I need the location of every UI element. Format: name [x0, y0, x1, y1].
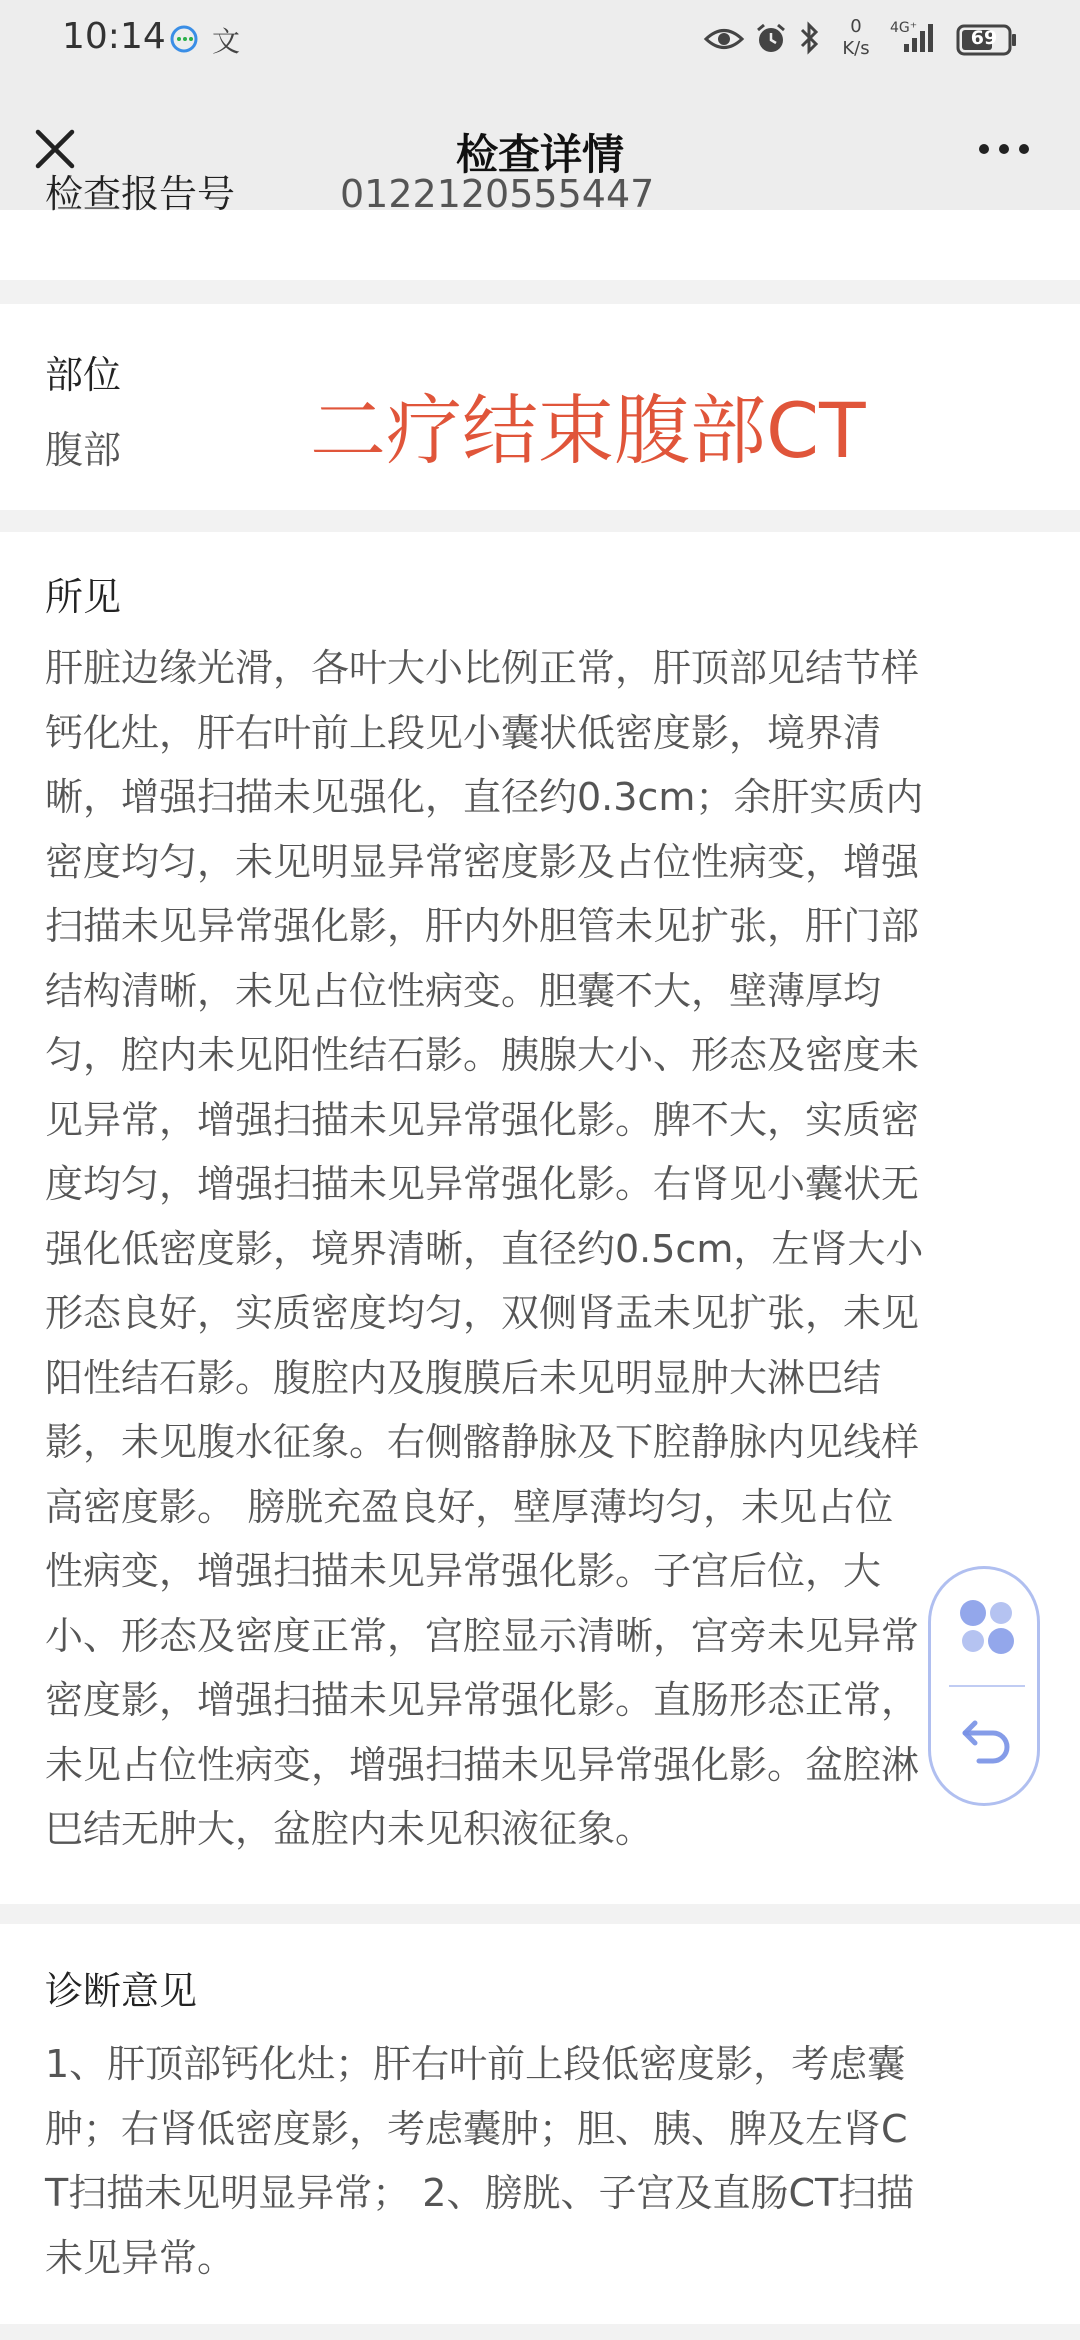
findings-line: 扫描未见异常强化影，肝内外胆管未见扩张，肝门部 [45, 904, 920, 948]
more-options-icon[interactable] [976, 140, 1032, 158]
findings-line: 性病变，增强扫描未见异常强化影。子宫后位，大 [45, 1549, 882, 1593]
page-title: 检查详情 [455, 130, 624, 179]
findings-line: 阳性结石影。腹腔内及腹膜后未见明显肿大淋巴结 [45, 1355, 882, 1400]
battery-level: 69 [970, 27, 998, 49]
network-type-label: 4G⁺ [890, 20, 918, 36]
diagnosis-line: 1、肝顶部钙化灶；肝右叶前上段低密度影，考虑囊 [45, 2042, 906, 2086]
alarm-icon [754, 22, 788, 60]
floating-assistant-ball[interactable] [928, 1566, 1040, 1806]
cellular-signal-icon [890, 20, 940, 56]
findings-line: 巴结无肿大，盆腔内未见积液征象。 [45, 1807, 654, 1851]
findings-line: 未见占位性病变，增强扫描未见异常强化影。盆腔淋 [45, 1742, 920, 1787]
findings-line: 肝脏边缘光滑，各叶大小比例正常，肝顶部见结节样 [45, 646, 920, 690]
diagnosis-label: 诊断意见 [45, 1969, 198, 2013]
net-speed-unit: K/s [842, 38, 870, 59]
net-speed-value: 0 [850, 16, 862, 37]
diagnosis-card [0, 1924, 1080, 2324]
findings-line: 匀，腔内未见阳性结石影。胰腺大小、形态及密度未 [45, 1033, 920, 1077]
diagnosis-line: T扫描未见明显异常； 2、膀胱、子宫及直肠CT扫描 [45, 2171, 915, 2215]
eye-icon [704, 24, 744, 58]
net-speed [836, 16, 876, 60]
findings-line: 结构清晰，未见占位性病变。胆囊不大，壁薄厚均 [45, 968, 882, 1013]
findings-line: 高密度影。 膀胱充盈良好，壁厚薄均匀，未见占位 [45, 1484, 894, 1529]
findings-line: 见异常，增强扫描未见异常强化影。脾不大，实质密 [45, 1097, 920, 1142]
findings-text [45, 636, 1045, 1862]
findings-line: 度均匀，增强扫描未见异常强化影。右肾见小囊状无 [45, 1162, 920, 1206]
report-number-value: 0122120555447 [340, 172, 655, 216]
status-time: 10:14 [62, 16, 166, 57]
findings-line: 影，未见腹水征象。右侧髂静脉及下腔静脉内见线样 [45, 1420, 920, 1464]
findings-line: 密度均匀，未见明显异常密度影及占位性病变，增强 [45, 839, 920, 884]
body-part-label: 部位 [45, 353, 122, 397]
back-icon[interactable] [955, 1705, 1019, 1773]
status-bar [0, 0, 1080, 84]
findings-line: 钙化灶，肝右叶前上段见小囊状低密度影，境界清 [45, 710, 882, 755]
diagnosis-line: 未见异常。 [45, 2235, 236, 2280]
report-number-card [0, 172, 1080, 280]
body-part-value: 腹部 [45, 428, 122, 472]
findings-line: 密度影，增强扫描未见异常强化影。直肠形态正常， [45, 1678, 920, 1722]
input-method-icon: 文 [212, 25, 241, 58]
report-number-label: 检查报告号 [45, 172, 236, 216]
findings-line: 强化低密度影，境界清晰，直径约0.5cm，左肾大小 [45, 1226, 924, 1271]
findings-card [0, 532, 1080, 1904]
diagnosis-text [45, 2032, 1045, 2290]
findings-line: 形态良好，实质密度均匀，双侧肾盂未见扩张，未见 [45, 1291, 920, 1335]
handwritten-annotation: 二疗结束腹部CT [310, 386, 866, 475]
apps-icon[interactable] [951, 1591, 1023, 1667]
chat-notification-icon [168, 24, 202, 60]
findings-line: 晰，增强扫描未见强化，直径约0.3cm；余肝实质内 [45, 775, 924, 819]
bluetooth-icon [798, 20, 822, 60]
findings-line: 小、形态及密度正常，宫腔显示清晰，宫旁未见异常 [45, 1613, 920, 1658]
diagnosis-line: 肿；右肾低密度影，考虑囊肿；胆、胰、脾及左肾C [45, 2106, 908, 2151]
divider [949, 1685, 1025, 1687]
battery-icon [956, 24, 1018, 60]
findings-label: 所见 [45, 575, 122, 619]
body-part-card [0, 304, 1080, 510]
